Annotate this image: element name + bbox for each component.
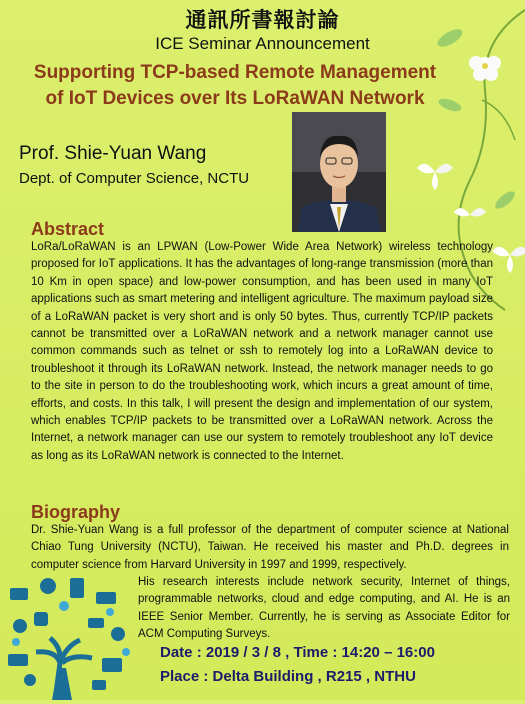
biography-text-part2: His research interests include network security, Internet of things, programmable networks, cloud and edge computing, and AI. He is an IEEE Senior Member. Currently, he is serving as Associate Editor for ACM Computing Surveys. xyxy=(138,576,510,641)
time-label: Time xyxy=(293,644,329,661)
talk-title-line2: of IoT Devices over Its LoRaWAN Network xyxy=(45,88,425,109)
event-place: Place : Delta Building , R215 , NTHU xyxy=(160,668,416,685)
iot-tree-icon xyxy=(0,568,140,700)
speaker-dept: Dept. of Computer Science, NCTU xyxy=(19,170,250,187)
speaker-name: Prof. Shie-Yuan Wang xyxy=(19,143,207,164)
talk-title-line1: Supporting TCP-based Remote Management xyxy=(33,62,437,83)
seminar-subtitle: ICE Seminar Announcement xyxy=(155,34,370,53)
speaker-photo xyxy=(292,112,386,232)
talk-title xyxy=(20,60,450,112)
place-value: Delta Building , R215 , NTHU xyxy=(212,668,416,685)
event-date-time: Date : 2019 / 3 / 8 , Time : 14:20 – 16:00 xyxy=(160,644,435,661)
date-label: Date xyxy=(160,644,193,661)
date-value: 2019 / 3 / 8 xyxy=(205,644,281,661)
chinese-title: 通訊所書報討論 xyxy=(185,8,340,32)
abstract-heading: Abstract xyxy=(31,219,105,239)
abstract-text: LoRa/LoRaWAN is an LPWAN (Low-Power Wide Area Network) wireless technology proposed for IoT applications. It has the advantages of long-range transmission (more than 10 Km in open space) and low-power consumption, and has been used in many IoT applications such as smart metering and intelligent agriculture. The maximum payload size of a LoRaWAN packet is very short and is only 50 bytes. Thus, currently TCP/IP packets cannot be transmitted over a LoRaWAN network and a network manager cannot use common commands such as telnet or ssh to remotely log into a LoRaWAN device to troubleshoot it through its LoRaWAN network. Instead, the network manager needs to go to the site in person to do the troubleshooting work, which incurs a great amount of time, efforts, and costs. In this talk, I will present the design and implementation of our system, which enables TCP/IP packets to be transmitted over a LoRaWAN network. Across the Internet, a network manager can use our system to remotely troubleshoot any IoT device as long as its LoRaWAN network is connected to the Internet. xyxy=(31,241,493,462)
biography-text-part1: Dr. Shie-Yuan Wang is a full professor of the department of computer science at National Chiao Tung University (NCTU), Taiwan. He received his master and Ph.D. degrees in computer science from Harvard University in 1997 and 1999, respectively. xyxy=(31,524,509,571)
time-value: 14:20 – 16:00 xyxy=(341,644,435,661)
biography-heading: Biography xyxy=(31,502,121,522)
place-label: Place xyxy=(160,668,200,685)
